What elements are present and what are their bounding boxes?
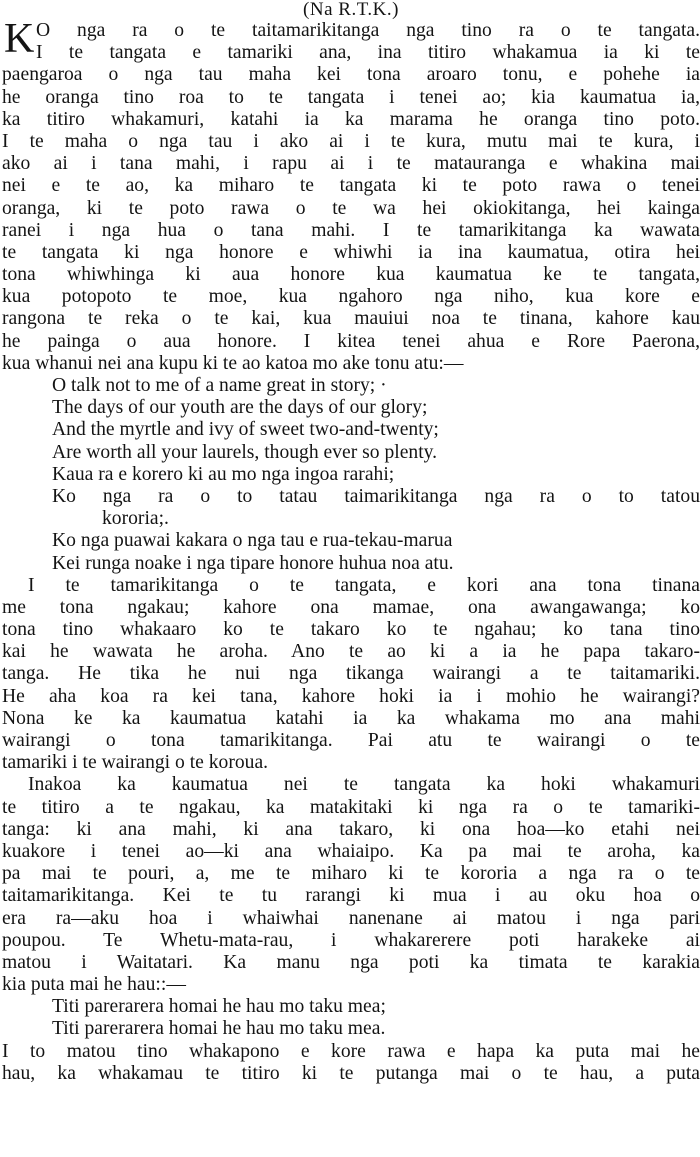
text-line: I te maha o nga tau i ako ai i te kura, mutu mai te kura, i (2, 130, 700, 152)
text-line: And the myrtle and ivy of sweet two-and-twenty; (52, 419, 439, 441)
text-line: kua potopoto te moe, kua ngahoro nga niho, kua kore e (2, 286, 700, 308)
text-line: matou i Waitatari. Ka manu nga poti ka timata te karakia (2, 951, 700, 973)
drop-cap: K (4, 16, 35, 62)
text-line: I te tangata e tamariki ana, ina titiro whakamua ia ki te (36, 42, 700, 64)
text-line: tona tino whakaaro ko te takaro ko te ngahau; ko tana tino (2, 619, 700, 641)
text-line: tanga: ki ana mahi, ki ana takaro, ki ona hoa—ko etahi nei (2, 818, 700, 840)
text-line: O nga ra o te taitamarikitanga nga tino ra o te tangata. (36, 20, 700, 41)
text-line: kororia;. (102, 508, 169, 530)
text-line: te titiro a te ngakau, ka matakitaki ki nga ra o te tamariki- (2, 796, 700, 818)
text-line: I to matou tino whakapono e kore rawa e hapa ka puta mai he (2, 1040, 700, 1062)
text-line: te tangata ki nga honore e whiwhi ia ina kaumatua, otira hei (2, 241, 700, 263)
text-line: kia puta mai he hau::— (2, 974, 186, 996)
text-line: kuakore i tenei ao—ki ana whaiaipo. Ka pa mai te aroha, ka (2, 840, 700, 862)
text-line: Ko nga puawai kakara o nga tau e rua-tekau-marua (52, 530, 453, 552)
text-line: Are worth all your laurels, though ever so plenty. (52, 441, 438, 463)
text-line: O talk not to me of a name great in story; · (52, 375, 387, 396)
text-line: He aha koa ra kei tana, kahore hoki ia i mohio he wairangi? (2, 685, 700, 707)
text-line: rangona te reka o te kai, kua mauiui noa te tinana, kahore kau (2, 308, 700, 330)
text-line: me tona ngakau; kahore ona mamae, ona awangawanga; ko (2, 596, 700, 618)
text-line: era ra—aku hoa i whaiwhai nanenane ai matou i nga pari (2, 907, 700, 929)
text-line: Kaua ra e korero ki au mo nga ingoa rarahi; (52, 463, 395, 485)
text-line: pa mai te pouri, a, me te miharo ki te kororia a nga ra o te (2, 863, 700, 885)
byline: (Na R.T.K.) (303, 0, 399, 20)
text-line: Titi parerarera homai he hau mo taku mea; (52, 996, 386, 1018)
text-line: taitamarikitanga. Kei te tu rarangi ki mua i au oku hoa o (2, 885, 700, 907)
text-line: he oranga tino roa to te tangata i tenei ao; kia kaumatua ia, (2, 86, 700, 108)
text-line: Kei runga noake i nga tipare honore huhua noa atu. (52, 552, 454, 574)
text-line: wairangi o tona tamarikitanga. Pai atu te wairangi o te (2, 730, 700, 751)
text-line: tamariki i te wairangi o te koroua. (2, 752, 269, 774)
text-line: kai he wawata he aroha. Ano te ao ki a ia he papa takaro- (2, 641, 700, 663)
text-line: tona whiwhinga ki aua honore kua kaumatua ke te tangata, (2, 264, 700, 286)
body-text (2, 16, 700, 1085)
text-line: ako ai i tana mahi, i rapu ai i te matauranga e whakina mai (2, 153, 700, 175)
text-line: kua whanui nei ana kupu ki te ao katoa mo ake tonu atu:— (2, 352, 464, 374)
text-line: ranei i nga hua o tana mahi. I te tamarikitanga ka wawata (2, 219, 700, 241)
text-line: hau, ka whakamau te titiro ki te putanga mai o te hau, a puta (2, 1062, 700, 1084)
text-line: ka titiro whakamuri, katahi ia ka marama he oranga tino poto. (2, 108, 700, 130)
text-line: Ko nga ra o to tatau taimarikitanga nga ra o to tatou (52, 485, 700, 507)
text-line: Nona ke ka kaumatua katahi ia ka whakama mo ana mahi (2, 707, 700, 729)
text-line: The days of our youth are the days of our glory; (52, 397, 428, 419)
text-line: Inakoa ka kaumatua nei te tangata ka hoki whakamuri (28, 774, 700, 796)
text-line: oranga, ki te poto rawa o te wa hei okiokitanga, hei kainga (2, 197, 700, 219)
text-line: tanga. He tika he nui nga tikanga wairangi a te taitamariki. (2, 663, 700, 685)
text-line: I te tamarikitanga o te tangata, e kori ana tona tinana (28, 574, 700, 596)
text-line: Titi parerarera homai he hau mo taku mea. (52, 1018, 386, 1040)
text-line: poupou. Te Whetu-mata-rau, i whakarerere poti harakeke ai (2, 929, 700, 951)
text-line: paengaroa o nga tau maha kei tona aroaro tonu, e pohehe ia (2, 64, 700, 86)
text-line: nei e te ao, ka miharo te tangata ki te poto rawa o tenei (2, 175, 700, 197)
text-line: he painga o aua honore. I kitea tenei ahua e Rore Paerona, (2, 330, 700, 352)
